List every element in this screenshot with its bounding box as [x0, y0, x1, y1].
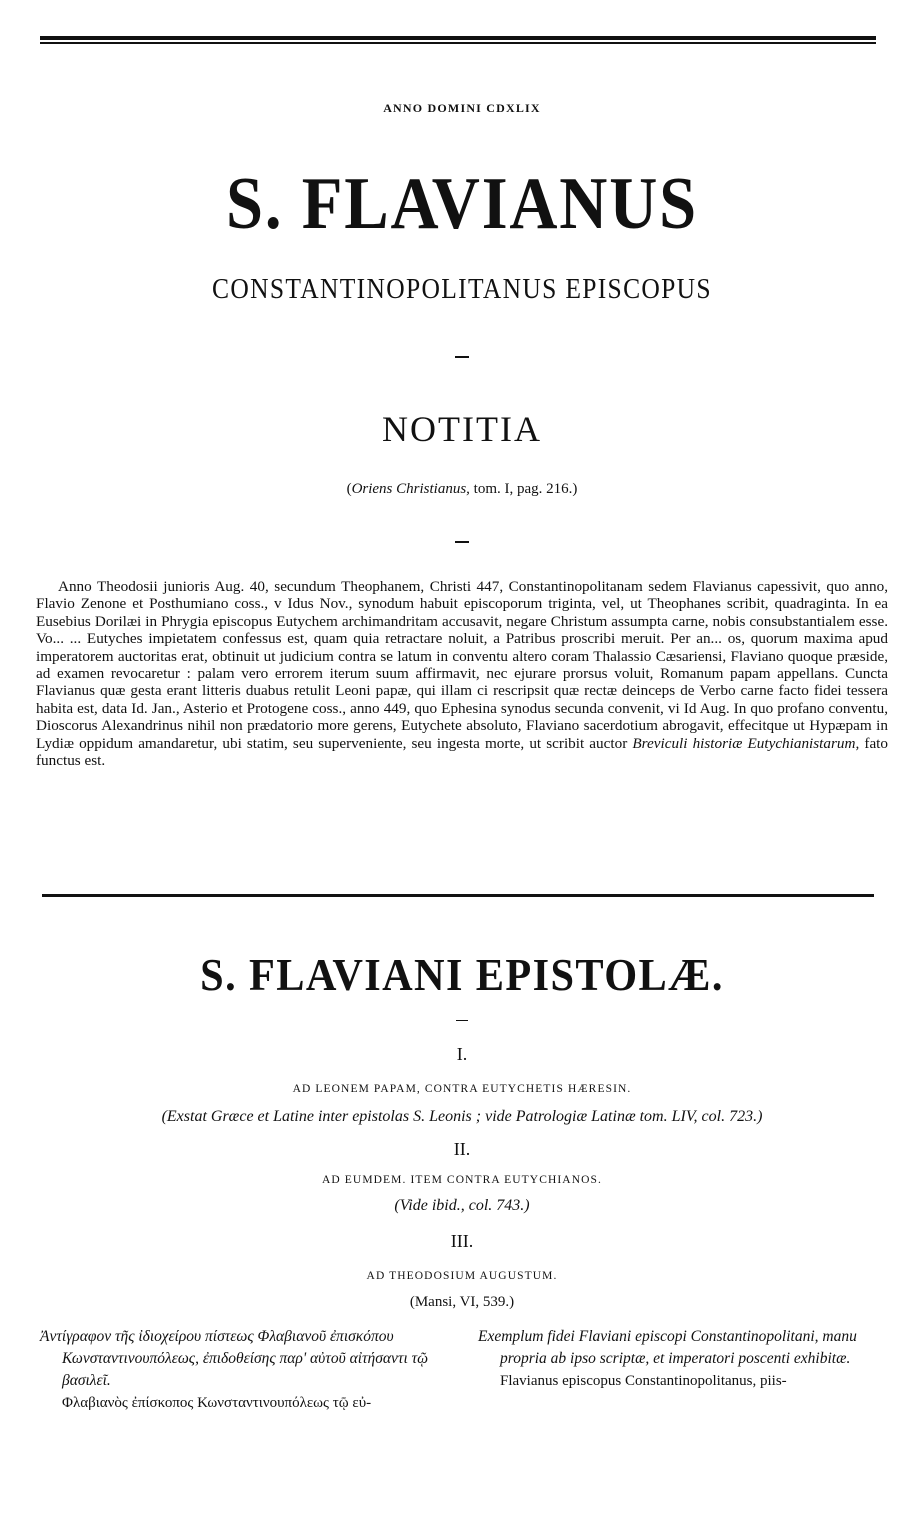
letter-numeral: I. [456, 1044, 468, 1064]
letter-address: AD THEODOSIUM AUGUSTUM. [366, 1270, 558, 1282]
notitia-text: Anno Theodosii junioris Aug. 40, secundum Theophanem, Christi 447, Constantinopolitanam sedem Flavianus capessivit, quo anno, Flavio Zenone et Posthumiano coss., v Idus Nov., synodum habuit episcoporum triginta, vel, ut Theophanes scribit, quadraginta. In ea Eusebius Dorilæi in Phrygia episcopus Eutychem archimandritam accusavit, negare Christum assumpta carne, nobis consubstantialem esse. Vo... ... Eutyches impietatem confessus est, quam quia retractare noluit, a Patribus proscribi meruit. Per an... os, quorum maxima apud imperatorem auctoritas erat, obtinuit ut judicium contra se latum in conventu altero coram Thalassio Cæsariensi, Flaviano quoque præside, ad examen revocaretur : palam vero errorem iterum suum affirmavit, nec ejurare prorsus voluit, Romanum papam appellans. Cuncta Flavianus quæ gesta erant litteris duabus retulit Leoni papæ, qui illam ci rescripsit quæ rectæ deinceps de Verbo carne facto fidei tessera habita est, data Id. Jan., Asterio et Protogene coss., anno 449, quo Ephesina synodus secunda convenit, vi Id Aug. In quo profano conventu, Dioscorus Alexandrinus nihil non prædatorio more gerens, Eutychete absoluto, Flaviano sacerdotium abrogavit, effecitque ut Hypæpam in Lydiæ oppidum amandaretur, ubi statim, seu superveniente, seu ingesta morte, ut scribit auctor [36, 578, 888, 752]
separator-dash [455, 541, 469, 543]
section-rule [42, 894, 874, 897]
notitia-italic-ref: Breviculi historiæ Eutychianistarum, [632, 734, 860, 752]
notitia-source-rest: tom. I, pag. 216. [469, 481, 573, 497]
subtitle: CONSTANTINOPOLITANUS EPISCOPUS [212, 273, 712, 305]
separator-dash [455, 356, 469, 358]
page-title: S. FLAVIANUS [226, 163, 698, 245]
separator-dash [456, 1020, 468, 1021]
notitia-source-title: Oriens Christianus, [351, 481, 470, 497]
notitia-text-end: fato functus est. [36, 734, 888, 770]
latin-heading: Exemplum fidei Flaviani episcopi Constantinopolitani, manu propria ab ipso scriptæ, et imperatori poscenti exhibitæ. [478, 1328, 857, 1367]
letter-numeral: III. [450, 1231, 474, 1251]
latin-body: Flavianus episcopus Constantinopolitanus, piis- [500, 1373, 787, 1389]
notitia-source: (Oriens Christianus, tom. I, pag. 216.) [346, 481, 578, 497]
letter-address: AD LEONEM PAPAM, CONTRA EUTYCHETIS HÆRESIN. [292, 1083, 632, 1095]
letter-source: (Mansi, VI, 539.) [409, 1294, 515, 1310]
greek-column [40, 1326, 458, 1414]
notitia-paragraph [36, 578, 888, 769]
letter-source: (Exstat Græce et Latine inter epistolas S. Leonis ; vide Patrologiæ Latinæ tom. LIV, col. 723.) [161, 1108, 763, 1125]
top-rule-thin [40, 42, 876, 44]
epistolae-title: S. FLAVIANI EPISTOLÆ. [200, 949, 724, 1000]
greek-heading: Ἀντίγραφον τῆς ἰδιοχείρου πίστεως Φλαβιανοῦ ἐπισκόπου Κωνσταντινουπόλεως, ἐπιδοθείσης παρ' αὐτοῦ αἰτήσαντι τῷ βασιλεῖ. [40, 1328, 429, 1389]
notitia-heading: NOTITIA [382, 409, 542, 449]
anno-domini-header: ANNO DOMINI CDXLIX [383, 101, 541, 115]
latin-column [478, 1326, 892, 1392]
top-rule-thick [40, 36, 876, 40]
greek-body: Φλαβιανὸς ἐπίσκοπος Κωνσταντινουπόλεως τῷ εὐ- [62, 1395, 372, 1411]
letter-address: AD EUMDEM. ITEM CONTRA EUTYCHIANOS. [322, 1174, 602, 1186]
letter-source: (Vide ibid., col. 743.) [394, 1197, 530, 1214]
letter-numeral: II. [453, 1139, 471, 1159]
